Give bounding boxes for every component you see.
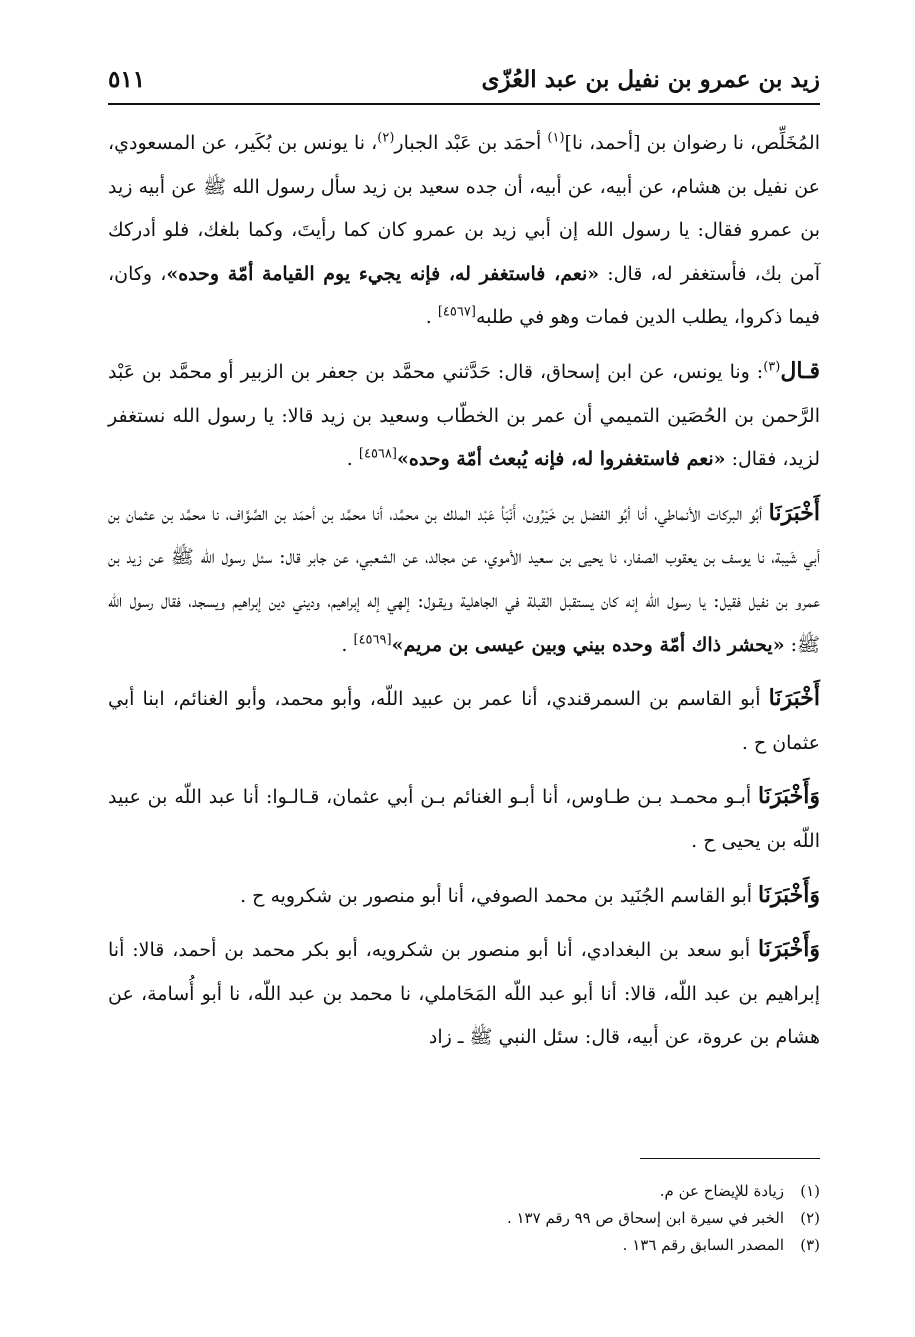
footnote-ref-2: (٢) xyxy=(377,130,395,146)
paragraph-1 xyxy=(108,122,820,340)
paragraph-5 xyxy=(108,775,820,863)
footnote-number: (٣) xyxy=(800,1236,820,1254)
footnote-3 xyxy=(108,1232,820,1259)
footnote-2 xyxy=(108,1205,820,1232)
hadith-quote: «نعم فاستغفروا له، فإنه يُبعث أمّة وحده» xyxy=(396,448,726,471)
main-text xyxy=(108,122,820,1070)
text-run: أبو القاسم بن السمرقندي، أنا عمر بن عبيد اللّه، وأبو محمد، وأبو الغنائم، ابنا أبي عثمان ح . xyxy=(108,688,820,754)
footnote-number: (١) xyxy=(800,1182,820,1200)
text-run: ، وكان، فيما ذكروا، يطلب الدين فمات وهو في طلبه xyxy=(108,262,820,329)
running-title: زيد بن عمرو بن نفيل بن عبد العُزّى xyxy=(481,66,820,93)
paragraph-2 xyxy=(108,350,820,482)
paragraph-3 xyxy=(108,492,820,667)
text-run: . xyxy=(425,306,438,329)
text-run: المُخَلِّص، نا رضوان بن [أحمد، نا] xyxy=(564,132,820,154)
narration-keyword: قـال xyxy=(780,357,820,384)
paragraph-4 xyxy=(108,677,820,765)
hadith-quote: «نعم، فاستغفر له، فإنه يجيء يوم القيامة أمّة وحده» xyxy=(166,262,600,285)
footnote-text: الخبر في سيرة ابن إسحاق ص ٩٩ رقم ١٣٧ . xyxy=(506,1209,784,1227)
header-divider xyxy=(108,103,820,105)
narration-keyword: وَأَخْبَرَنَا xyxy=(758,936,820,963)
text-run: : ونا يونس، عن ابن إسحاق، قال: حَدَّثني محمَّد بن جعفر بن الزبير أو محمَّد بن عَبْد الرَّحمن بن الحُصَين التميمي أن عمر بن الخطّاب وسعيد بن زيد قالا: يا رسول الله نستغفر لزيد، فقال: xyxy=(108,360,820,471)
footnotes xyxy=(108,1178,820,1259)
narration-keyword: أَخْبَرَنَا xyxy=(768,685,820,712)
hadith-number: [٤٥٦٧] xyxy=(437,305,476,321)
text-run: أبو القاسم الجُنَيد بن محمد الصوفي، أنا أبو منصور بن شكرويه ح . xyxy=(240,884,759,907)
page-header xyxy=(108,62,820,102)
hadith-quote: «يحشر ذاك أمّة وحده بيني وبين عيسى بن مريم» xyxy=(391,633,785,656)
narration-keyword: وَأَخْبَرَنَا xyxy=(758,783,820,810)
paragraph-7 xyxy=(108,928,820,1060)
footnote-ref-1: (١) xyxy=(547,130,565,146)
footnote-divider xyxy=(640,1158,820,1159)
footnote-number: (٢) xyxy=(800,1209,820,1227)
text-run: . xyxy=(346,448,359,471)
narration-keyword: وَأَخْبَرَنَا xyxy=(758,881,820,908)
text-run: . xyxy=(341,633,354,656)
footnote-ref-3: (٣) xyxy=(763,359,781,375)
hadith-number: [٤٥٦٨] xyxy=(358,446,397,462)
narration-keyword: أَخْبَرَنَا xyxy=(768,499,820,526)
text-run: أحمَد بن عَبْد الجبار xyxy=(394,132,548,154)
text-run: ، نا يونس بن بُكَير، عن المسعودي، عن نفيل بن هشام، عن أبيه، عن أبيه، أن جده سعيد بن زيد سأل رسول الله ﷺ عن أبيه زيد بن عمرو فقال: يا رسول الله إن أبي زيد بن عمرو كان كما رأيتَ، وكما بلغك، فلو أدركك آمن بك، فأستغفر له، قال: xyxy=(108,132,820,285)
footnote-1 xyxy=(108,1178,820,1205)
footnote-text: زيادة للإيضاح عن م. xyxy=(659,1182,784,1200)
page-number: ٥١١ xyxy=(108,66,146,93)
hadith-number: [٤٥٦٩] xyxy=(353,632,392,648)
paragraph-6 xyxy=(108,874,820,919)
text-run: أبـو محمـد بـن طـاوس، أنا أبـو الغنائم بـن أبي عثمان، قـالـوا: أنا عبد اللّه بن عبيد اللّه بن يحيى ح . xyxy=(108,786,820,852)
text-run: أبُو البركات الأنماطي، أنا أبُو الفضل بن خَيْرُون، أَنْبَأ عَبْد الملك بن محمَّد، أنا محمَّد بن أحمَد بن الصَّوَّاف، نا محمَّد بن عثمان بن أبي شَيبة، نا يوسف بن يعقوب الصفار، نا يحيى بن سعيد الأموي، عن مجالد، عن الشعبي، عن جابر قال: سئل رسول الله ﷺ عن زيد بن عمرو بن نفيل فقيل: يا رسول الله إنه كان يستقبل القبلة في الجاهلية ويقـول: إلهي إله إبراهيم، وديني دين إبراهيم ويسجد، فقال رسول الله ﷺ: xyxy=(108,502,820,656)
footnote-text: المصدر السابق رقم ١٣٦ . xyxy=(622,1236,784,1254)
text-run: أبو سعد بن البغدادي، أنا أبو منصور بن شكرويه، أبو بكر محمد بن أحمد، قالا: أنا إبراهيم بن عبد اللّه، قالا: أنا أبو عبد اللّه المَحَاملي، نا محمد بن عبد اللّه، نا أبو أُسامة، عن هشام بن عروة، عن أبيه، قال: سئل النبي ﷺ ـ زاد xyxy=(108,939,820,1049)
